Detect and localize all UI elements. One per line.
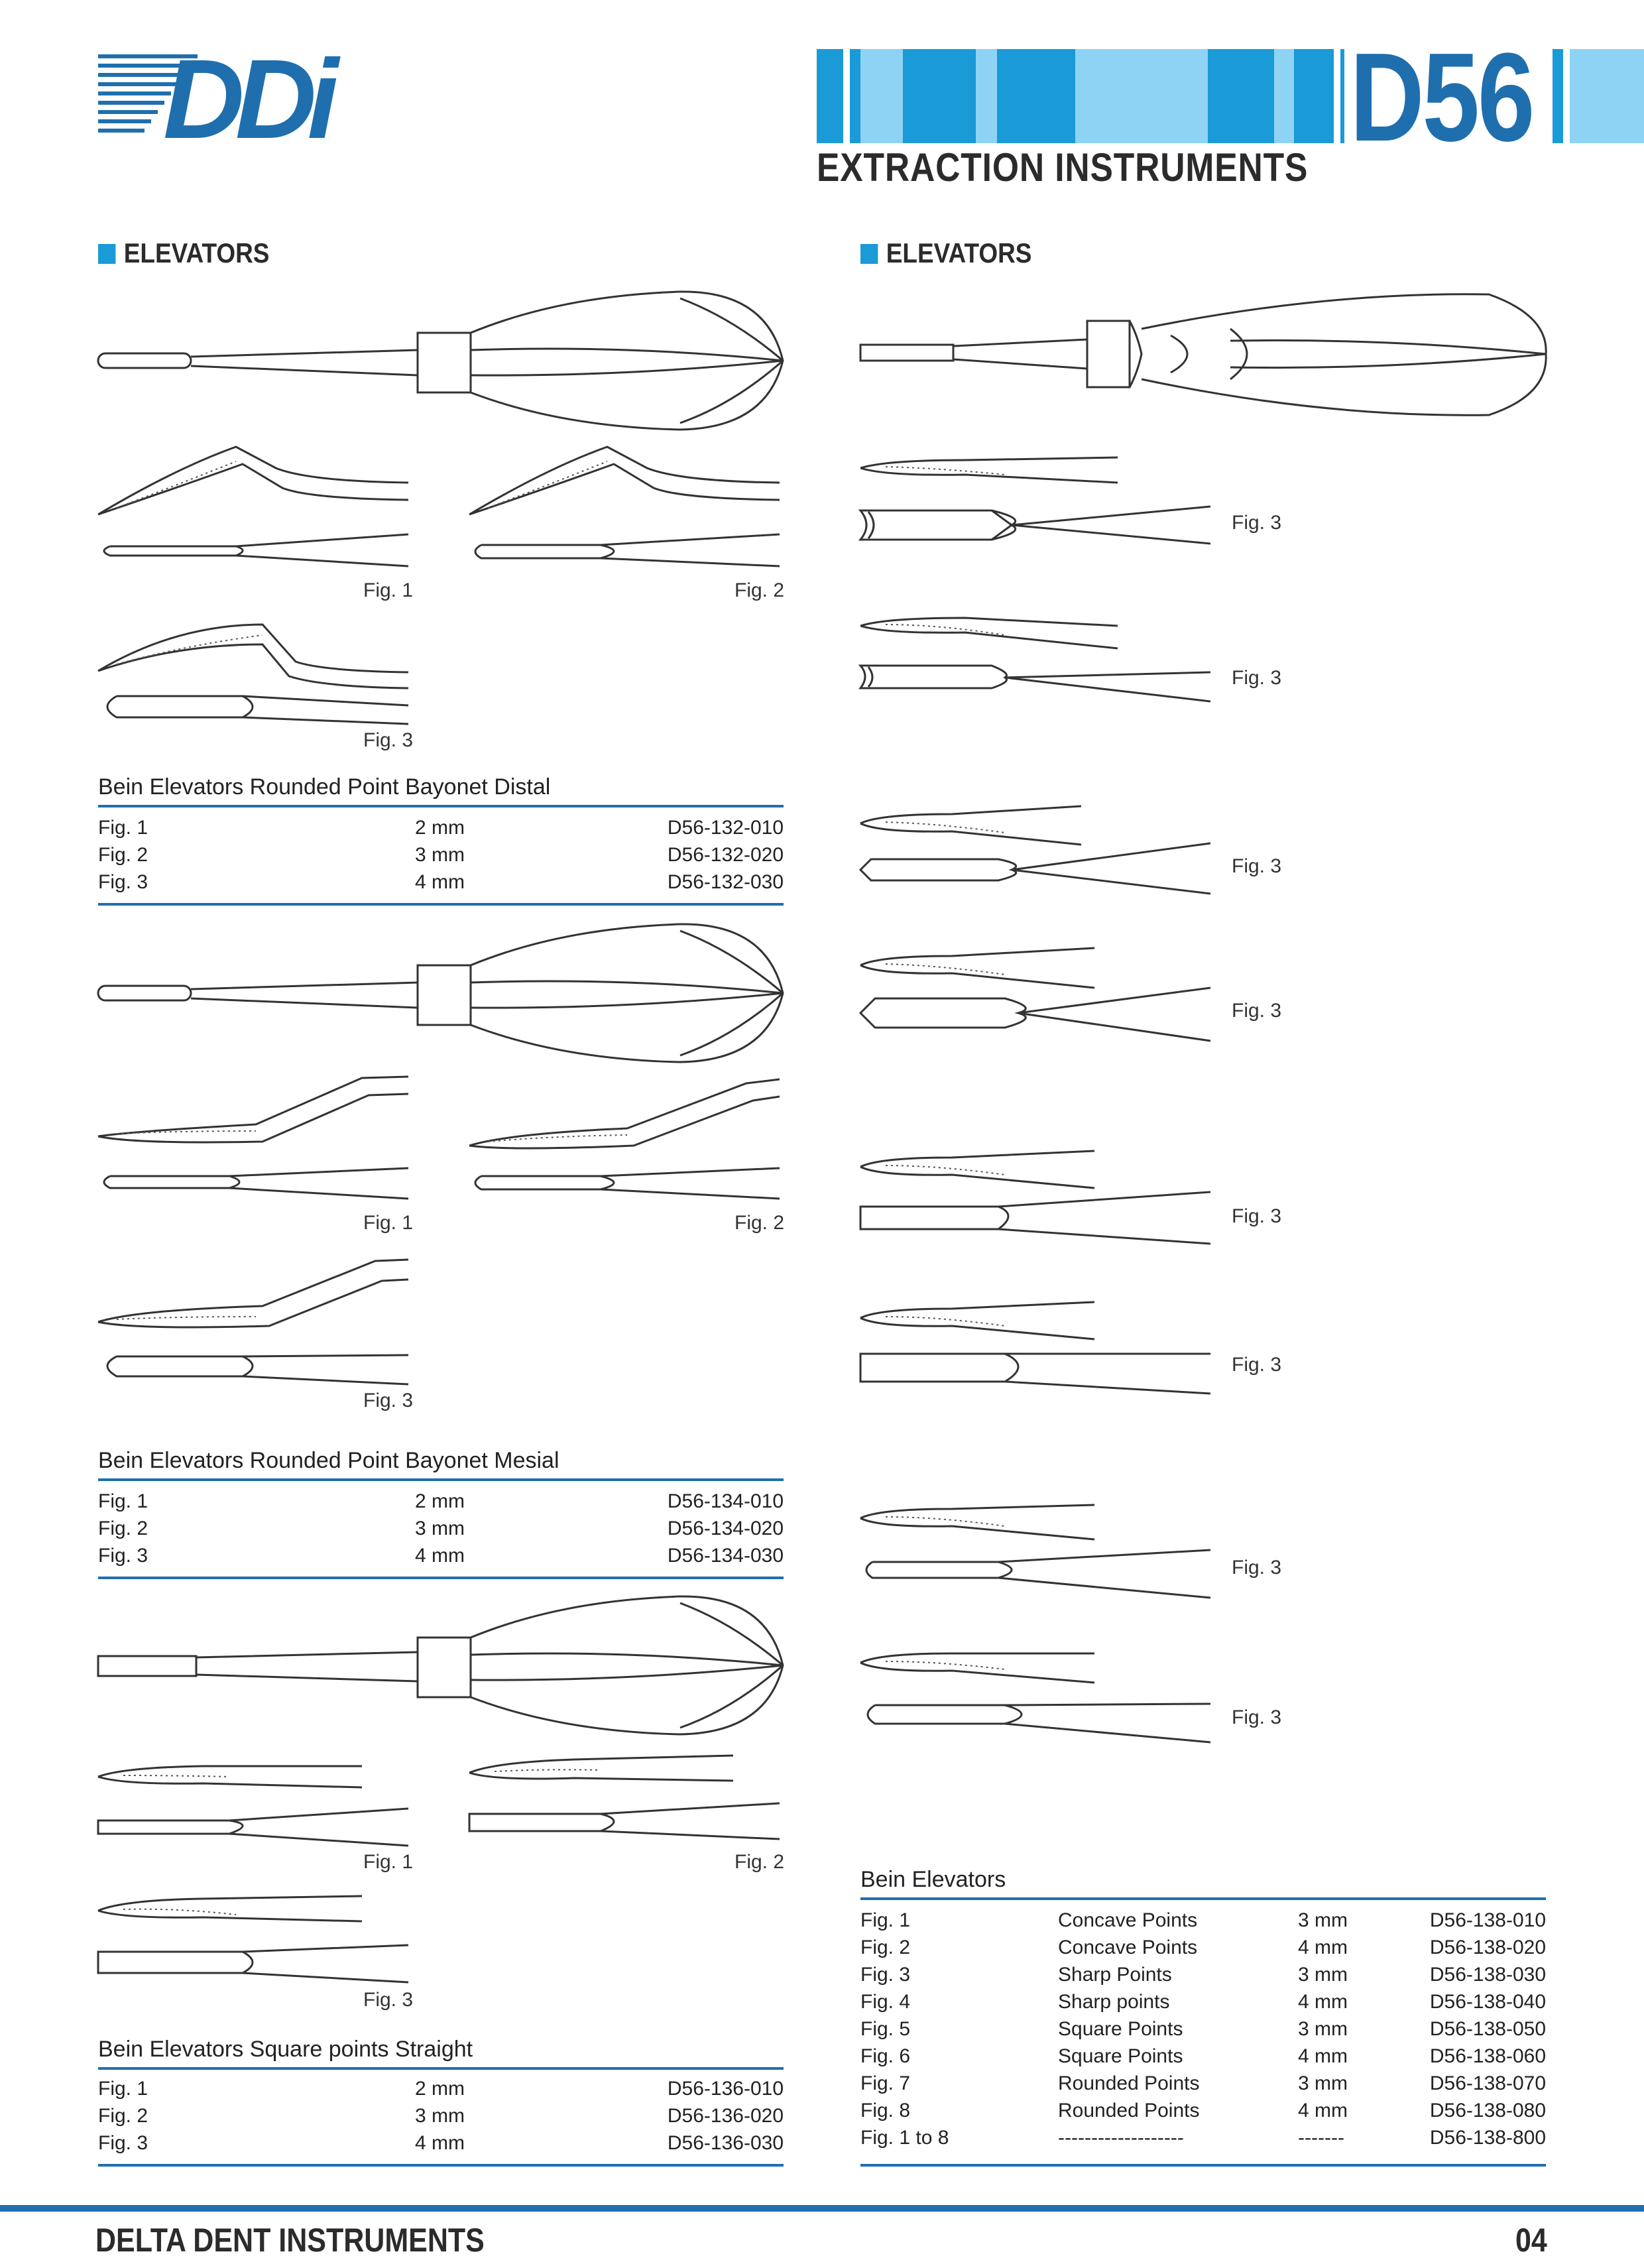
logo-wordmark: DDi	[163, 46, 329, 146]
tip-drawing-fig2	[468, 1750, 786, 1863]
tip-drawing-concave	[859, 453, 1217, 546]
footer-company: DELTA DENT INSTRUMENTS	[95, 2222, 485, 2259]
title-rule	[860, 1897, 1546, 1900]
product-table	[98, 817, 784, 898]
product-title: Bein Elevators Rounded Point Bayonet Distal	[98, 774, 551, 800]
product-table	[98, 2078, 784, 2159]
tip-drawing-rounded	[859, 1502, 1217, 1602]
elevator-handle-drawing	[859, 289, 1549, 435]
table-row: Fig. 1 to 8 ------------------- ------- D56-138-800	[860, 2127, 1546, 2149]
tip-drawing-fig3	[97, 598, 415, 731]
product-table	[860, 1909, 1546, 2154]
tip-drawing-square	[859, 1299, 1217, 1399]
fig-label: Fig. 3	[1232, 512, 1282, 534]
tip-drawing-square	[859, 1148, 1217, 1248]
fig-label: Fig. 3	[1232, 1205, 1282, 1227]
table-row: Fig. 1 2 mm D56-134-010	[98, 1490, 784, 1512]
fig-label: Fig. 3	[1232, 1557, 1282, 1579]
table-row: Fig. 3 4 mm D56-136-030	[98, 2132, 784, 2154]
tip-drawing-sharp	[859, 941, 1217, 1047]
tip-drawing-sharp	[859, 801, 1217, 900]
product-table	[98, 1490, 784, 1572]
table-row: Fig. 2 3 mm D56-136-020	[98, 2105, 784, 2127]
section-square-icon	[860, 244, 878, 264]
table-row: Fig. 7 Rounded Points 3 mm D56-138-070	[860, 2072, 1546, 2094]
product-title: Bein Elevators Square points Straight	[98, 2037, 473, 2062]
fig-label: Fig. 1	[363, 579, 414, 601]
tip-drawing-fig3	[97, 1256, 415, 1388]
fig-label: Fig. 3	[363, 1989, 414, 2011]
fig-label: Fig. 3	[1232, 667, 1282, 689]
tip-drawing-fig3	[97, 1891, 415, 1997]
table-row: Fig. 4 Sharp points 4 mm D56-138-040	[860, 1991, 1546, 2013]
title-rule	[98, 805, 784, 807]
table-row: Fig. 6 Square Points 4 mm D56-138-060	[860, 2045, 1546, 2067]
tip-drawing-fig2	[468, 1073, 786, 1205]
tip-drawing-fig2	[468, 442, 786, 574]
title-rule	[98, 1478, 784, 1481]
section-square-icon	[98, 244, 115, 264]
table-rule	[98, 2164, 784, 2167]
product-title: Bein Elevators Rounded Point Bayonet Mesial	[98, 1448, 559, 1473]
table-row: Fig. 3 Sharp Points 3 mm D56-138-030	[860, 1964, 1546, 1986]
table-row: Fig. 2 3 mm D56-132-020	[98, 844, 784, 866]
elevator-handle-drawing	[97, 292, 786, 438]
elevator-handle-drawing	[97, 1596, 786, 1742]
table-row: Fig. 3 4 mm D56-132-030	[98, 871, 784, 893]
table-row: Fig. 5 Square Points 3 mm D56-138-050	[860, 2018, 1546, 2040]
table-row: Fig. 2 Concave Points 4 mm D56-138-020	[860, 1937, 1546, 1958]
catalog-code: D56	[1344, 34, 1538, 160]
fig-label: Fig. 2	[734, 1212, 785, 1234]
table-rule	[860, 2164, 1546, 2167]
tip-drawing-rounded	[859, 1648, 1217, 1748]
table-row: Fig. 2 3 mm D56-134-020	[98, 1518, 784, 1539]
table-row: Fig. 1 2 mm D56-132-010	[98, 817, 784, 839]
fig-label: Fig. 2	[734, 1851, 785, 1873]
category-title: EXTRACTION INSTRUMENTS	[817, 145, 1309, 190]
table-rule	[98, 903, 784, 906]
fig-label: Fig. 2	[734, 579, 785, 601]
fig-label: Fig. 3	[363, 729, 414, 751]
table-row: Fig. 8 Rounded Points 4 mm D56-138-080	[860, 2100, 1546, 2121]
fig-label: Fig. 3	[1232, 1706, 1282, 1728]
fig-label: Fig. 3	[1232, 1354, 1282, 1376]
fig-label: Fig. 3	[1232, 855, 1282, 877]
fig-label: Fig. 1	[363, 1212, 414, 1234]
tip-drawing-concave	[859, 609, 1217, 701]
tip-drawing-fig1	[97, 442, 415, 574]
fig-label: Fig. 1	[363, 1851, 414, 1873]
table-rule	[98, 1577, 784, 1579]
right-section-heading: ELEVATORS	[860, 237, 1031, 269]
left-section-heading: ELEVATORS	[98, 237, 269, 269]
tip-drawing-fig1	[97, 1073, 415, 1205]
fig-label: Fig. 3	[1232, 1000, 1282, 1022]
table-row: Fig. 1 Concave Points 3 mm D56-138-010	[860, 1909, 1546, 1931]
ddi-logo	[98, 46, 350, 146]
elevator-handle-drawing	[97, 924, 786, 1070]
table-row: Fig. 3 4 mm D56-134-030	[98, 1545, 784, 1567]
title-rule	[98, 2067, 784, 2070]
table-row: Fig. 1 2 mm D56-136-010	[98, 2078, 784, 2100]
footer-bar	[0, 2205, 1644, 2212]
fig-label: Fig. 3	[363, 1390, 414, 1411]
page-number: 04	[1515, 2222, 1547, 2259]
product-title: Bein Elevators	[860, 1867, 1006, 1892]
